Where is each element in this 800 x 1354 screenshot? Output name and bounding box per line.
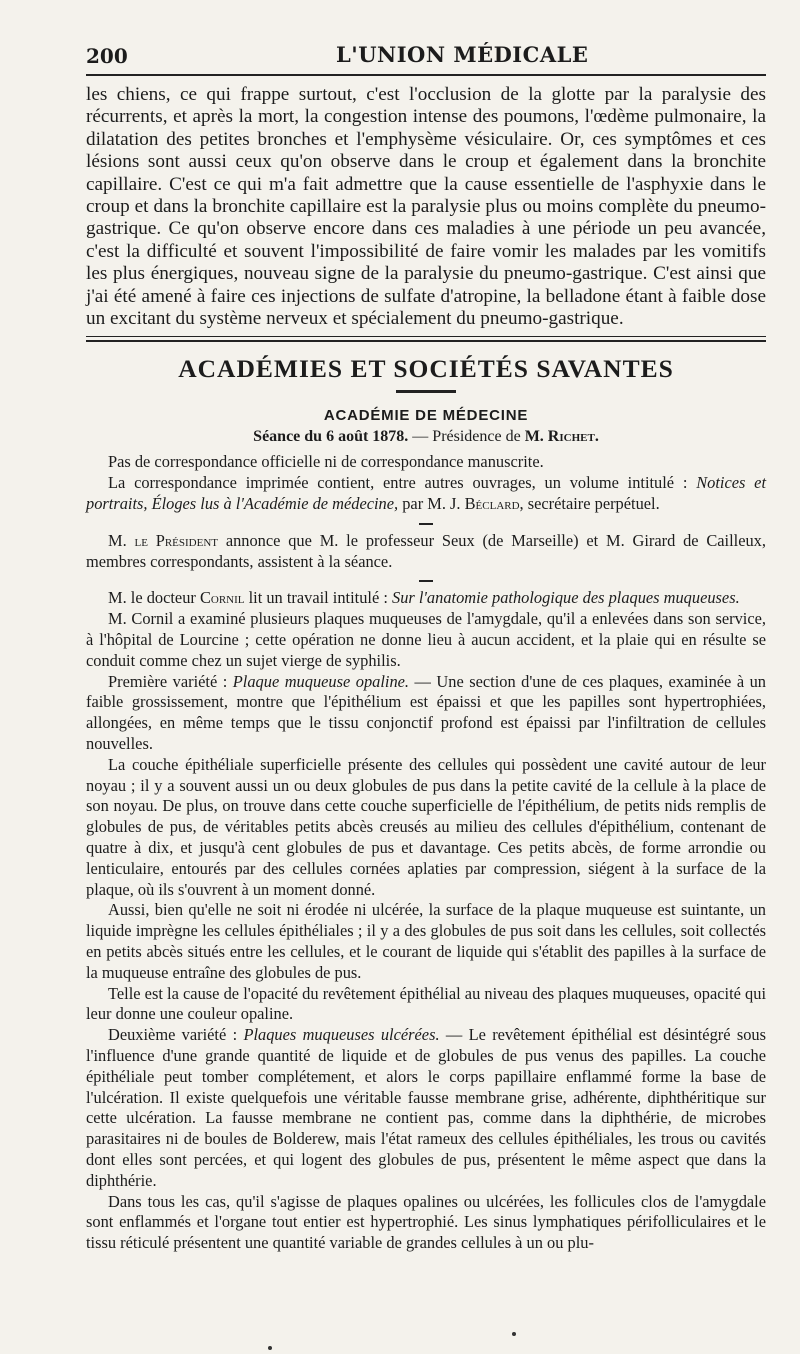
paragraph-6 bbox=[86, 672, 766, 755]
p10-text-b: — Le revêtement épithélial est désintégré sous l'influence d'une grande quantité de liquide et de globules de pus venus des papilles. La couche épithéliale peut tomber complétement, et alors le corps papillaire enflammé forme la base de l'ulcération. Il existe quelquefois une véritable fausse membrane grise, adhérente, diphthéritique sur cette ulcération. La fausse membrane ne contient pas, comme dans la diphthérie, de microbes parasitaires ni de boules de Bolderew, mais l'état rameux des cellules épithéliales, les trous ou cavités dont elles sont percées, et qui logent des globules de pus, présentent le même aspect que dans la diphthérie. bbox=[86, 1025, 766, 1190]
minutes bbox=[86, 452, 766, 1253]
p4-name: Cornil bbox=[199, 588, 245, 608]
paragraph-8: Aussi, bien qu'elle ne soit ni érodée ni ulcérée, la surface de la plaque muqueuse est suintante, un liquide imprègne les cellules épithéliales ; il y a des globules de pus soit dans les cellules, soit collectés en petits abcès situés entre les cellules, et le courant de liquide qui s'établit des papilles à la surface de la muqueuse entraîne des globules de pus. bbox=[86, 900, 766, 982]
continued-paragraph: les chiens, ce qui frappe surtout, c'est l'occlusion de la glotte par la paralysie des récurrents, et après la mort, la congestion intense des poumons, l'œdème pulmonaire, la dilatation des petites bronches et l'emphysème vésiculaire. Or, ces symptômes et ces lésions sont aussi ceux qu'on observe dans le croup et également dans la bronchite capillaire. C'est ce qui m'a fait admettre que la cause essentielle de l'asphyxie dans le croup et dans la bronchite capillaire est la paralysie plus ou moins complète du pneumo-gastrique. Ce qu'on observe encore dans ces maladies à une période un peu avancée, c'est la difficulté et souvent l'impossibilité de faire vomir les malades par les vomitifs les plus énergiques, nouveau signe de la paralysie du pneumo-gastrique. C'est ainsi que j'ai été amené à faire ces injections de sulfate d'atropine, la belladone étant à faible dose un excitant du système nerveux et spécialement du pneumo-gastrique. bbox=[86, 84, 766, 330]
paragraph-11: Dans tous les cas, qu'il s'agisse de plaques opalines ou ulcérées, les follicules clos de l'amygdale sont enflammés et l'organe tout entier est hypertrophié. Les sinus lymphatiques périfolliculaires et le tissu réticulé présentent une quantité variable de grandes cellules à un ou plu- bbox=[86, 1191, 766, 1253]
paragraph-3 bbox=[86, 531, 766, 573]
running-title: L'UNION MÉDICALE bbox=[336, 42, 589, 67]
paragraph-10 bbox=[86, 1025, 766, 1191]
p3-text-b: annonce que M. le professeur Seux (de Marseille) et M. Girard de Cailleux, membres correspondants, assistent à la séance. bbox=[86, 530, 766, 571]
page-header bbox=[86, 40, 766, 74]
p4-text-a: M. le docteur bbox=[108, 588, 200, 608]
session-line bbox=[86, 428, 766, 446]
title-rule bbox=[396, 390, 456, 393]
p2-text-b: par M. J. bbox=[398, 494, 465, 514]
p6-text-b: — Une section d'une de ces plaques, examinée à un faible grossissement, montre que l'épithélium est épaissi et que les papilles sont hypertrophiées, allongées, en même temps que le tissu conjonctif profond est épaissi par l'infiltration de cellules nouvelles. bbox=[86, 671, 766, 754]
page bbox=[86, 40, 766, 1254]
p4-work-title: Sur l'anatomie pathologique des plaques muqueuses. bbox=[392, 588, 740, 608]
header-rule bbox=[86, 74, 766, 76]
page-number: 200 bbox=[86, 44, 128, 68]
p2-text-a: La correspondance imprimée contient, entre autres ouvrages, un volume intitulé : bbox=[108, 473, 697, 493]
session-date: Séance du 6 août 1878. bbox=[253, 428, 409, 446]
p3-role: le Président bbox=[134, 530, 219, 550]
separator-dash bbox=[419, 580, 433, 582]
separator-dash bbox=[419, 523, 433, 525]
section-title: ACADÉMIES ET SOCIÉTÉS SAVANTES bbox=[178, 354, 674, 384]
p3-text-a: M. bbox=[108, 530, 135, 550]
p2-text-c: , secrétaire perpétuel. bbox=[519, 494, 660, 514]
session-president: M. Richet. bbox=[524, 428, 599, 446]
p6-text-a: Première variété : bbox=[108, 671, 233, 691]
paragraph-1: Pas de correspondance officielle ni de correspondance manuscrite. bbox=[108, 452, 544, 472]
print-speck bbox=[268, 1346, 272, 1350]
p10-text-a: Deuxième variété : bbox=[108, 1025, 244, 1045]
section-divider bbox=[86, 336, 766, 342]
print-speck bbox=[512, 1332, 516, 1336]
p2-book-title: Notices et portraits, Éloges lus à l'Académie de médecine, bbox=[86, 473, 767, 514]
subsection-title: ACADÉMIE DE MÉDECINE bbox=[323, 407, 529, 425]
p2-author: Béclard bbox=[464, 494, 520, 514]
p6-variety-title: Plaque muqueuse opaline. bbox=[232, 671, 410, 691]
paragraph-2 bbox=[86, 473, 766, 515]
session-sep: — Présidence de bbox=[408, 428, 525, 446]
paragraph-9: Telle est la cause de l'opacité du revêtement épithélial au niveau des plaques muqueuses, opacité qui leur donne une couleur opaline. bbox=[86, 983, 766, 1024]
p4-text-b: lit un travail intitulé : bbox=[244, 588, 392, 608]
paragraph-7: La couche épithéliale superficielle présente des cellules qui possèdent une cavité autour de leur noyau ; il y a souvent aussi un ou deux globules de pus dans la petite cavité de la cellule à la place de son noyau. De plus, on trouve dans cette couche superficielle de l'épithélium, de petits nids remplis de globules de pus, de véritables petits abcès creusés au milieu des cellules d'épithélium, contenant de quatre à dix, et jusqu'à cent globules de pus et davantage. Ces petits abcès, de forme arrondie ou lenticulaire, entourés par des cellules cornées aplaties par compression, siégent à la surface de la plaque, où ils s'ouvrent à un moment donné. bbox=[86, 754, 766, 899]
paragraph-4 bbox=[86, 588, 766, 609]
paragraph-5: M. Cornil a examiné plusieurs plaques muqueuses de l'amygdale, qu'il a enlevées dans son service, à l'hôpital de Lourcine ; cette opération ne donne lieu à aucun accident, et la plaie qui en résulte se conduit comme chez un sujet vierge de syphilis. bbox=[86, 609, 766, 670]
p10-variety-title: Plaques muqueuses ulcérées. bbox=[243, 1025, 440, 1045]
